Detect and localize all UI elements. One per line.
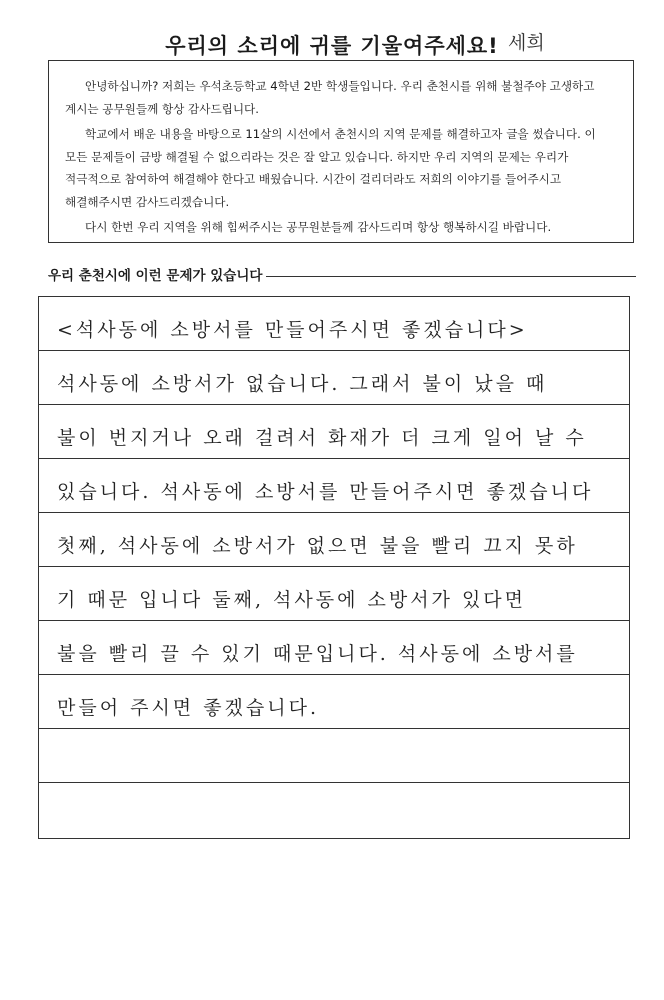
handwritten-text: 기 때문 입니다 둘째, 석사동에 소방서가 있다면	[57, 589, 527, 611]
writing-line	[39, 351, 629, 405]
writing-line	[39, 459, 629, 513]
intro-paragraph: 다시 한번 우리 지역을 위해 힘써주시는 공무원분들께 감사드리며 항상 행복하시길 바랍니다.	[85, 220, 552, 234]
section-heading: 우리 춘천시에 이런 문제가 있습니다	[48, 268, 263, 284]
writing-line	[39, 621, 629, 675]
student-signature: 세희	[508, 32, 545, 54]
handwritten-text: 있습니다. 석사동에 소방서를 만들어주시면 좋겠습니다	[57, 481, 594, 503]
heading-divider	[266, 276, 636, 277]
page-title: 우리의 소리에 귀를 기울여주세요!	[165, 34, 499, 58]
writing-line	[39, 567, 629, 621]
handwritten-text: 만들어 주시면 좋겠습니다.	[57, 697, 320, 719]
handwritten-text: 불을 빨리 끌 수 있기 때문입니다. 석사동에 소방서를	[57, 643, 578, 665]
intro-paragraph: 학교에서 배운 내용을 바탕으로 11살의 시선에서 춘천시의 지역 문제를 해결하고자 글을 썼습니다. 이 모든 문제들이 금방 해결될 수 없으리라는 것은 잘 알고 있습니다. 하지만 우리 지역의 문제는 우리가 적극적으로 참여하여 해결해야 한다고 배웠습니다. 시간이 걸리더라도 저희의 이야기를 들어주시고 해결해주시면 감사드리겠습니다.	[65, 127, 596, 209]
intro-paragraph: 안녕하십니까? 저희는 우석초등학교 4학년 2반 학생들입니다. 우리 춘천시를 위해 불철주야 고생하고 계시는 공무원들께 항상 감사드립니다.	[65, 79, 595, 116]
writing-line	[39, 675, 629, 729]
intro-letter-box	[48, 60, 634, 243]
writing-line	[39, 513, 629, 567]
writing-line	[39, 729, 629, 783]
writing-line	[39, 783, 629, 837]
writing-line	[39, 297, 629, 351]
writing-lines-box	[38, 296, 630, 839]
handwritten-text: 첫째, 석사동에 소방서가 없으면 불을 빨리 끄지 못하	[57, 535, 578, 557]
handwritten-text: <석사동에 소방서를 만들어주시면 좋겠습니다>	[57, 319, 528, 341]
writing-line	[39, 405, 629, 459]
handwritten-text: 석사동에 소방서가 없습니다. 그래서 불이 났을 때	[57, 373, 548, 395]
handwritten-text: 불이 번지거나 오래 걸려서 화재가 더 크게 일어 날 수	[57, 427, 587, 449]
